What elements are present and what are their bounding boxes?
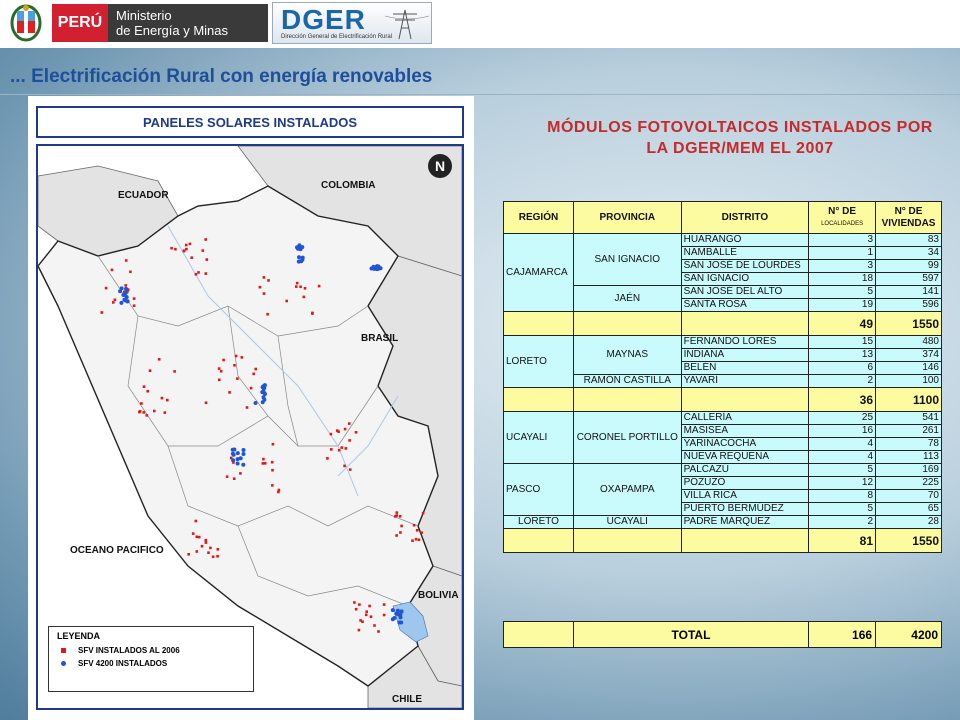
cell-region: PASCO xyxy=(504,464,574,516)
sfv-2006-point xyxy=(220,370,223,373)
sfv-2006-point xyxy=(383,603,386,606)
red-square-icon xyxy=(61,648,66,653)
sfv-2006-point xyxy=(125,259,128,262)
sfv-2006-point xyxy=(197,271,200,274)
sfv-2006-point xyxy=(174,248,177,251)
cell-distrito: PALCAZÚ xyxy=(681,464,809,477)
total-table xyxy=(503,621,942,648)
sfv-2006-point xyxy=(217,548,220,551)
sfv-2006-point xyxy=(101,311,104,314)
cell-distrito: SAN JOSÉ DEL ALTO xyxy=(681,286,809,299)
cell-distrito: SAN JOSÉ DE LOURDES xyxy=(681,260,809,273)
sfv-4200-point xyxy=(400,609,404,613)
sfv-2006-point xyxy=(112,301,115,304)
cell-viviendas: 225 xyxy=(876,477,942,490)
sfv-2006-point xyxy=(277,491,280,494)
sfv-2006-point xyxy=(304,287,307,290)
cell-viviendas: 374 xyxy=(876,349,942,362)
cell-viviendas: 596 xyxy=(876,299,942,312)
sfv-2006-point xyxy=(420,531,423,534)
cell-distrito: HUARANGO xyxy=(681,234,809,247)
sfv-2006-point xyxy=(105,287,108,290)
sfv-2006-point xyxy=(164,411,167,414)
cell-distrito: INDIANA xyxy=(681,349,809,362)
sfv-2006-point xyxy=(263,276,266,279)
sfv-4200-point xyxy=(375,267,379,271)
cell-distrito: FERNANDO LORES xyxy=(681,336,809,349)
sfv-2006-point xyxy=(361,620,364,623)
cell-localidades: 8 xyxy=(809,490,876,503)
sfv-2006-point xyxy=(343,465,346,468)
sfv-4200-point xyxy=(301,256,305,260)
sfv-2006-point xyxy=(202,249,205,252)
sfv-2006-point xyxy=(173,370,176,373)
ministry-line1: Ministerio xyxy=(116,8,172,23)
sfv-2006-point xyxy=(345,447,348,450)
sfv-2006-point xyxy=(206,258,209,261)
sfv-2006-point xyxy=(365,610,368,613)
sfv-4200-point xyxy=(399,621,403,625)
sfv-2006-point xyxy=(330,433,333,436)
sfv-2006-point xyxy=(239,472,242,475)
cell-viviendas: 141 xyxy=(876,286,942,299)
sfv-2006-point xyxy=(411,539,414,542)
sfv-2006-point xyxy=(205,541,208,544)
sfv-2006-point xyxy=(212,556,215,559)
header-region: REGIÓN xyxy=(504,202,574,234)
dger-logo xyxy=(272,2,432,44)
sfv-4200-point xyxy=(231,458,235,462)
sfv-2006-point xyxy=(192,532,195,535)
cell-viviendas: 261 xyxy=(876,425,942,438)
sfv-2006-point xyxy=(205,402,208,405)
sfv-2006-point xyxy=(185,248,188,251)
sfv-2006-point xyxy=(236,377,239,380)
cell-localidades: 25 xyxy=(809,412,876,425)
cell-viviendas: 169 xyxy=(876,464,942,477)
cell-localidades: 6 xyxy=(809,362,876,375)
sfv-2006-point xyxy=(235,355,238,358)
sfv-2006-point xyxy=(216,555,219,558)
table-row xyxy=(504,516,942,529)
cell-viviendas: 146 xyxy=(876,362,942,375)
cell-viviendas: 100 xyxy=(876,375,942,388)
sfv-4200-point xyxy=(236,462,240,466)
cell-viviendas: 480 xyxy=(876,336,942,349)
sfv-2006-point xyxy=(259,286,262,289)
sfv-2006-point xyxy=(233,364,236,367)
sfv-4200-point xyxy=(239,456,243,460)
sfv-2006-point xyxy=(399,515,402,518)
dger-subtitle: Dirección General de Electrificación Rural xyxy=(281,34,393,40)
map-frame xyxy=(36,144,464,710)
sfv-2006-point xyxy=(196,536,199,539)
sfv-2006-point xyxy=(415,538,418,541)
sfv-4200-point xyxy=(297,255,301,259)
sfv-2006-point xyxy=(399,531,402,534)
cell-viviendas: 99 xyxy=(876,260,942,273)
cell-localidades: 1 xyxy=(809,247,876,260)
subtotal-row xyxy=(504,388,942,412)
sfv-2006-point xyxy=(303,296,306,299)
peru-crest-icon xyxy=(4,3,48,43)
sfv-2006-point xyxy=(183,250,186,253)
sfv-2006-point xyxy=(318,285,321,288)
sfv-2006-point xyxy=(271,461,274,464)
sfv-2006-point xyxy=(285,300,288,303)
sfv-2006-point xyxy=(252,373,255,376)
ministry-line2: de Energía y Minas xyxy=(116,23,229,38)
cell-viviendas: 541 xyxy=(876,412,942,425)
sfv-2006-point xyxy=(368,605,371,608)
cell-localidades: 4 xyxy=(809,451,876,464)
blue-dot-icon xyxy=(61,661,66,666)
cell-distrito: PADRE MÁRQUEZ xyxy=(681,516,809,529)
page-title: ... Electrificación Rural con energía renovables xyxy=(10,66,433,87)
sfv-2006-point xyxy=(218,379,221,382)
sfv-2006-point xyxy=(205,539,208,542)
sfv-2006-point xyxy=(295,285,298,288)
cell-viviendas: 70 xyxy=(876,490,942,503)
cell-distrito: YAVARÍ xyxy=(681,375,809,388)
cell-localidades: 13 xyxy=(809,349,876,362)
table-title: MÓDULOS FOTOVOLTAICOS INSTALADOS POR LA DGER/MEM EL 2007 xyxy=(547,119,933,157)
cell-localidades: 3 xyxy=(809,260,876,273)
sfv-2006-point xyxy=(266,313,269,316)
sfv-2006-point xyxy=(158,358,161,361)
sfv-2006-point xyxy=(209,547,212,550)
sfv-4200-point xyxy=(299,259,303,263)
sfv-2006-point xyxy=(196,550,199,553)
cell-provincia: UCAYALI xyxy=(573,516,681,529)
north-arrow-icon: N xyxy=(428,154,452,178)
sfv-2006-point xyxy=(348,422,351,425)
sfv-2006-point xyxy=(418,539,421,542)
cell-distrito: VILLA RICA xyxy=(681,490,809,503)
dger-logo-text: DGER xyxy=(281,4,366,35)
sfv-2006-point xyxy=(377,630,380,633)
sfv-2006-point xyxy=(311,312,314,315)
sfv-2006-point xyxy=(264,462,267,465)
peru-label: PERÚ xyxy=(52,4,108,42)
sfv-2006-point xyxy=(267,279,270,282)
sfv-4200-point xyxy=(119,301,123,305)
header-bar xyxy=(0,0,960,48)
sfv-2006-point xyxy=(195,273,198,276)
sfv-2006-point xyxy=(204,238,207,241)
sfv-4200-point xyxy=(241,463,245,467)
sfv-2006-point xyxy=(149,369,152,372)
sfv-2006-point xyxy=(143,385,146,388)
sfv-2006-point xyxy=(111,269,114,272)
cell-distrito: BELÉN xyxy=(681,362,809,375)
cell-localidades: 12 xyxy=(809,477,876,490)
total-viviendas: 4200 xyxy=(876,622,942,648)
title-divider xyxy=(0,94,960,95)
cell-region: LORETO xyxy=(504,336,574,388)
header-localidades-line2: LOCALIDADES xyxy=(821,220,864,227)
sfv-2006-point xyxy=(246,406,249,409)
table-row xyxy=(504,234,942,247)
sfv-2006-point xyxy=(262,458,265,461)
sfv-2006-point xyxy=(133,297,136,300)
cell-viviendas: 34 xyxy=(876,247,942,260)
sfv-2006-point xyxy=(383,614,386,617)
sfv-2006-point xyxy=(129,271,132,274)
cell-localidades: 2 xyxy=(809,516,876,529)
sfv-2006-point xyxy=(228,391,231,394)
sfv-2006-point xyxy=(254,368,257,371)
sfv-2006-point xyxy=(358,603,361,606)
legend-item-2006 xyxy=(57,646,245,655)
sfv-4200-point xyxy=(261,400,265,404)
label-ecuador: ECUADOR xyxy=(118,190,169,201)
cell-localidades: 4 xyxy=(809,438,876,451)
sfv-2006-point xyxy=(190,256,193,259)
sfv-2006-point xyxy=(185,244,188,247)
sfv-4200-point xyxy=(231,448,235,452)
cell-localidades: 2 xyxy=(809,375,876,388)
header-viviendas-line2: VIVIENDAS xyxy=(881,217,936,229)
sfv-2006-point xyxy=(272,443,275,446)
cell-viviendas: 28 xyxy=(876,516,942,529)
cell-distrito: SAN IGNACIO xyxy=(681,273,809,286)
sfv-2006-point xyxy=(348,439,351,442)
sfv-4200-point xyxy=(254,401,258,405)
sfv-2006-point xyxy=(326,457,329,460)
sfv-4200-point xyxy=(392,616,396,620)
sfv-2006-point xyxy=(413,524,416,527)
sfv-2006-point xyxy=(207,551,210,554)
sfv-2006-point xyxy=(161,397,164,400)
legend-label-2006: SFV INSTALADOS AL 2006 xyxy=(78,646,180,655)
peru-map xyxy=(38,146,462,708)
sfv-2006-point xyxy=(198,536,201,539)
power-tower-icon xyxy=(385,6,429,40)
total-localidades: 166 xyxy=(809,622,876,648)
sfv-4200-point xyxy=(262,391,266,395)
sfv-2006-point xyxy=(344,428,347,431)
sfv-2006-point xyxy=(355,431,358,434)
sfv-2006-point xyxy=(124,284,127,287)
cell-localidades: 15 xyxy=(809,336,876,349)
cell-distrito: MASISEA xyxy=(681,425,809,438)
sfv-2006-point xyxy=(250,387,253,390)
sfv-2006-point xyxy=(330,448,333,451)
cell-viviendas: 65 xyxy=(876,503,942,516)
cell-localidades: 18 xyxy=(809,273,876,286)
cell-localidades: 5 xyxy=(809,503,876,516)
sfv-2006-point xyxy=(365,614,368,617)
cell-viviendas: 113 xyxy=(876,451,942,464)
header-provincia: PROVINCIA xyxy=(573,202,681,234)
sfv-2006-point xyxy=(395,514,398,517)
sfv-4200-point xyxy=(242,452,246,456)
subtotal-localidades: 81 xyxy=(809,529,876,553)
sfv-2006-point xyxy=(358,629,361,632)
pv-modules-table xyxy=(503,201,942,553)
cell-viviendas: 78 xyxy=(876,438,942,451)
sfv-2006-point xyxy=(338,449,341,452)
sfv-2006-point xyxy=(153,410,156,413)
header-localidades xyxy=(809,202,876,234)
cell-region: LORETO xyxy=(504,516,574,529)
sfv-2006-point xyxy=(170,247,173,250)
sfv-2006-point xyxy=(349,468,352,471)
cell-distrito: PUERTO BERMÚDEZ xyxy=(681,503,809,516)
sfv-4200-point xyxy=(232,453,236,457)
sfv-2006-point xyxy=(422,512,425,515)
cell-distrito: SANTA ROSA xyxy=(681,299,809,312)
map-title: PANELES SOLARES INSTALADOS xyxy=(36,106,464,138)
sfv-4200-point xyxy=(123,293,127,297)
sfv-2006-point xyxy=(222,359,225,362)
subtotal-localidades: 36 xyxy=(809,388,876,412)
legend-item-4200 xyxy=(57,659,245,668)
ministry-label xyxy=(108,4,268,42)
cell-localidades: 19 xyxy=(809,299,876,312)
sfv-2006-point xyxy=(114,299,117,302)
sfv-4200-point xyxy=(394,612,398,616)
header-viviendas xyxy=(876,202,942,234)
sfv-2006-point xyxy=(271,469,274,472)
sfv-2006-point xyxy=(416,529,419,532)
cell-localidades: 5 xyxy=(809,286,876,299)
cell-localidades: 3 xyxy=(809,234,876,247)
header-distrito: DISTRITO xyxy=(681,202,809,234)
sfv-2006-point xyxy=(195,520,198,523)
sfv-4200-point xyxy=(391,608,395,612)
sfv-2006-point xyxy=(353,601,356,604)
sfv-4200-point xyxy=(236,451,240,455)
label-oceano-pacifico: OCEANO PACIFICO xyxy=(70,545,164,556)
cell-provincia: RAMÓN CASTILLA xyxy=(573,375,681,388)
sfv-2006-point xyxy=(262,462,265,465)
cell-provincia: CORONEL PORTILLO xyxy=(573,412,681,464)
sfv-4200-point xyxy=(261,385,265,389)
cell-distrito: POZUZO xyxy=(681,477,809,490)
subtotal-row xyxy=(504,312,942,336)
table-header-row xyxy=(504,202,942,234)
cell-region: CAJAMARCA xyxy=(504,234,574,312)
label-bolivia: BOLIVIA xyxy=(418,590,459,601)
label-colombia: COLOMBIA xyxy=(321,180,376,191)
subtotal-viviendas: 1550 xyxy=(876,529,942,553)
sfv-2006-point xyxy=(355,608,358,611)
total-row xyxy=(504,622,942,648)
cell-provincia: SAN IGNACIO xyxy=(573,234,681,286)
subtotal-localidades: 49 xyxy=(809,312,876,336)
sfv-4200-point xyxy=(372,265,376,269)
sfv-2006-point xyxy=(263,292,266,295)
table-row xyxy=(504,412,942,425)
sfv-4200-point xyxy=(242,448,246,452)
sfv-2006-point xyxy=(296,282,299,285)
sfv-2006-point xyxy=(140,402,143,405)
subtotal-viviendas: 1550 xyxy=(876,312,942,336)
sfv-2006-point xyxy=(146,390,149,393)
cell-distrito: NUEVA REQUENA xyxy=(681,451,809,464)
cell-distrito: YARINACOCHA xyxy=(681,438,809,451)
sfv-2006-point xyxy=(139,410,142,413)
sfv-2006-point xyxy=(396,511,399,514)
subtotal-row xyxy=(504,529,942,553)
sfv-2006-point xyxy=(133,304,136,307)
cell-provincia: JAÉN xyxy=(573,286,681,312)
label-chile: CHILE xyxy=(392,694,422,705)
sfv-2006-point xyxy=(146,414,149,417)
subtotal-viviendas: 1100 xyxy=(876,388,942,412)
sfv-2006-point xyxy=(400,525,403,528)
sfv-2006-point xyxy=(336,429,339,432)
sfv-2006-point xyxy=(395,534,398,537)
sfv-2006-point xyxy=(373,624,376,627)
label-brasil: BRASIL xyxy=(361,333,399,344)
cell-viviendas: 83 xyxy=(876,234,942,247)
sfv-2006-point xyxy=(226,475,229,478)
map-legend xyxy=(48,626,254,692)
legend-label-4200: SFV 4200 INSTALADOS xyxy=(78,659,168,668)
sfv-2006-point xyxy=(370,615,373,618)
sfv-2006-point xyxy=(166,399,169,402)
table-row xyxy=(504,336,942,349)
sfv-2006-point xyxy=(218,367,221,370)
table-row xyxy=(504,464,942,477)
sfv-2006-point xyxy=(189,243,192,246)
header-localidades-line1: N° DE xyxy=(828,205,857,217)
sfv-2006-point xyxy=(299,286,302,289)
header-viviendas-line1: N° DE xyxy=(894,205,923,217)
cell-viviendas: 597 xyxy=(876,273,942,286)
sfv-2006-point xyxy=(201,545,204,548)
cell-provincia: MAYNAS xyxy=(573,336,681,375)
sfv-2006-point xyxy=(233,477,236,480)
cell-distrito: NAMBALLE xyxy=(681,247,809,260)
cell-region: UCAYALI xyxy=(504,412,574,464)
cell-localidades: 5 xyxy=(809,464,876,477)
sfv-2006-point xyxy=(341,446,344,449)
sfv-2006-point xyxy=(271,484,274,487)
sfv-2006-point xyxy=(205,272,208,275)
sfv-2006-point xyxy=(187,553,190,556)
sfv-4200-point xyxy=(118,289,122,293)
logo-block xyxy=(0,0,434,46)
sfv-2006-point xyxy=(142,411,145,414)
cell-localidades: 16 xyxy=(809,425,876,438)
map-panel xyxy=(28,96,474,720)
legend-title: LEYENDA xyxy=(57,631,101,641)
cell-provincia: OXAPAMPA xyxy=(573,464,681,516)
cell-distrito: CALLERÍA xyxy=(681,412,809,425)
total-label: TOTAL xyxy=(573,622,808,648)
sfv-2006-point xyxy=(241,356,244,359)
sfv-4200-point xyxy=(296,245,300,249)
